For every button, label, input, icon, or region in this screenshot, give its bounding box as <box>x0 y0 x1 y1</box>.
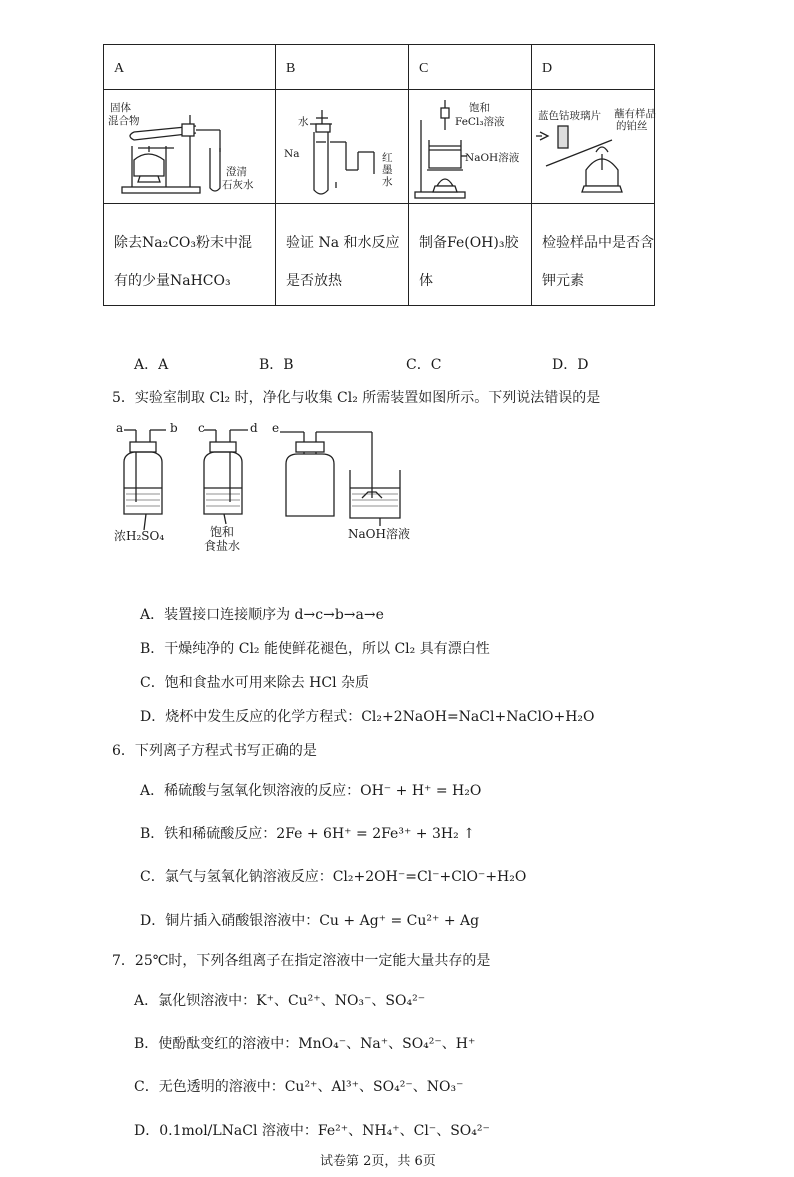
q7-option-b: B．使酚酞变红的溶液中：MnO₄⁻、Na⁺、SO₄²⁻、H⁺ <box>134 1036 476 1052</box>
label-mixture: 混合物 <box>108 115 140 127</box>
figure-b-na-water-apparatus <box>276 90 409 204</box>
gas-washing-bottles-drawing <box>110 418 430 558</box>
col-header-b: B <box>276 45 409 90</box>
figure-a-heating-apparatus <box>104 90 276 204</box>
label-platinum-wire: 的铂丝 <box>616 120 648 132</box>
desc-b: 验证 Na 和水反应 是否放热 <box>276 204 409 306</box>
q4-option-b: B．B <box>259 357 294 373</box>
label-red-ink-1: 红 <box>382 152 393 164</box>
label-port-d: d <box>250 421 258 435</box>
label-port-b: b <box>170 421 178 435</box>
label-red-ink-2: 墨 <box>382 164 393 176</box>
label-brine: 食盐水 <box>204 539 241 553</box>
q5-option-d: D．烧杯中发生反应的化学方程式：Cl₂+2NaOH=NaCl+NaClO+H₂O <box>140 709 595 725</box>
label-saturated: 饱和 <box>469 102 490 114</box>
na-water-drawing <box>276 90 406 202</box>
label-saturated: 饱和 <box>210 525 235 539</box>
label-port-e: e <box>272 421 280 435</box>
label-port-c: c <box>198 421 205 435</box>
label-port-a: a <box>116 421 124 435</box>
col-header-c: C <box>409 45 532 90</box>
q6-option-b: B．铁和稀硫酸反应：2Fe + 6H⁺ = 2Fe³⁺ + 3H₂ ↑ <box>140 826 475 842</box>
q7-stem: 7．25℃时，下列各组离子在指定溶液中一定能大量共存的是 <box>112 953 491 969</box>
col-header-a: A <box>104 45 276 90</box>
page-footer: 试卷第 2页，共 6页 <box>320 1154 436 1169</box>
q4-option-a: A．A <box>134 357 169 373</box>
q4-option-d: D．D <box>552 357 589 373</box>
heating-apparatus-drawing <box>104 90 274 202</box>
q7-option-d: D．0.1mol/LNaCl 溶液中：Fe²⁺、NH₄⁺、Cl⁻、SO₄²⁻ <box>134 1123 490 1139</box>
label-na: Na <box>284 148 300 160</box>
figure-d-flame-test-apparatus <box>532 90 655 204</box>
q6-stem: 6．下列离子方程式书写正确的是 <box>112 743 317 759</box>
q4-option-c: C．C <box>406 357 442 373</box>
desc-a: 除去Na₂CO₃粉末中混 有的少量NaHCO₃ <box>104 204 276 306</box>
label-clear: 澄清 <box>226 166 247 178</box>
label-dipped-sample: 蘸有样品 <box>614 108 656 120</box>
q5-option-c: C．饱和食盐水可用来除去 HCl 杂质 <box>140 675 370 691</box>
q5-option-a: A．装置接口连接顺序为 d→c→b→a→e <box>140 607 384 623</box>
label-solid: 固体 <box>110 102 131 114</box>
q6-option-a: A．稀硫酸与氢氧化钡溶液的反应：OH⁻ + H⁺ = H₂O <box>140 783 482 799</box>
label-fecl3: FeCl₃溶液 <box>455 116 505 128</box>
label-conc-h2so4: 浓H₂SO₄ <box>114 529 165 543</box>
colloid-drawing <box>409 90 529 202</box>
q6-option-c: C．氯气与氢氧化钠溶液反应：Cl₂+2OH⁻=Cl⁻+ClO⁻+H₂O <box>140 869 527 885</box>
label-red-ink-3: 水 <box>382 176 393 188</box>
label-cobalt-glass: 蓝色钴玻璃片 <box>538 110 601 122</box>
label-naoh-solution: NaOH溶液 <box>348 527 410 541</box>
desc-c: 制备Fe(OH)₃胶 体 <box>409 204 532 306</box>
label-water: 水 <box>298 116 309 128</box>
flame-test-drawing <box>532 90 652 202</box>
q5-option-b: B．干燥纯净的 Cl₂ 能使鲜花褪色，所以 Cl₂ 具有漂白性 <box>140 641 490 657</box>
desc-d: 检验样品中是否含 钾元素 <box>532 204 655 306</box>
q6-option-d: D．铜片插入硝酸银溶液中：Cu + Ag⁺ = Cu²⁺ + Ag <box>140 913 480 929</box>
col-header-d: D <box>532 45 655 90</box>
label-naoh: NaOH溶液 <box>465 152 520 164</box>
q5-apparatus-figure <box>110 418 430 558</box>
figure-c-fe-oh3-colloid-apparatus <box>409 90 532 204</box>
q7-option-c: C．无色透明的溶液中：Cu²⁺、Al³⁺、SO₄²⁻、NO₃⁻ <box>134 1079 464 1095</box>
label-limewater: 石灰水 <box>222 179 254 191</box>
experiment-table <box>103 44 655 306</box>
q7-option-a: A．氯化钡溶液中：K⁺、Cu²⁺、NO₃⁻、SO₄²⁻ <box>134 993 426 1009</box>
q5-stem: 5．实验室制取 Cl₂ 时，净化与收集 Cl₂ 所需装置如图所示。下列说法错误的是 <box>112 390 601 406</box>
